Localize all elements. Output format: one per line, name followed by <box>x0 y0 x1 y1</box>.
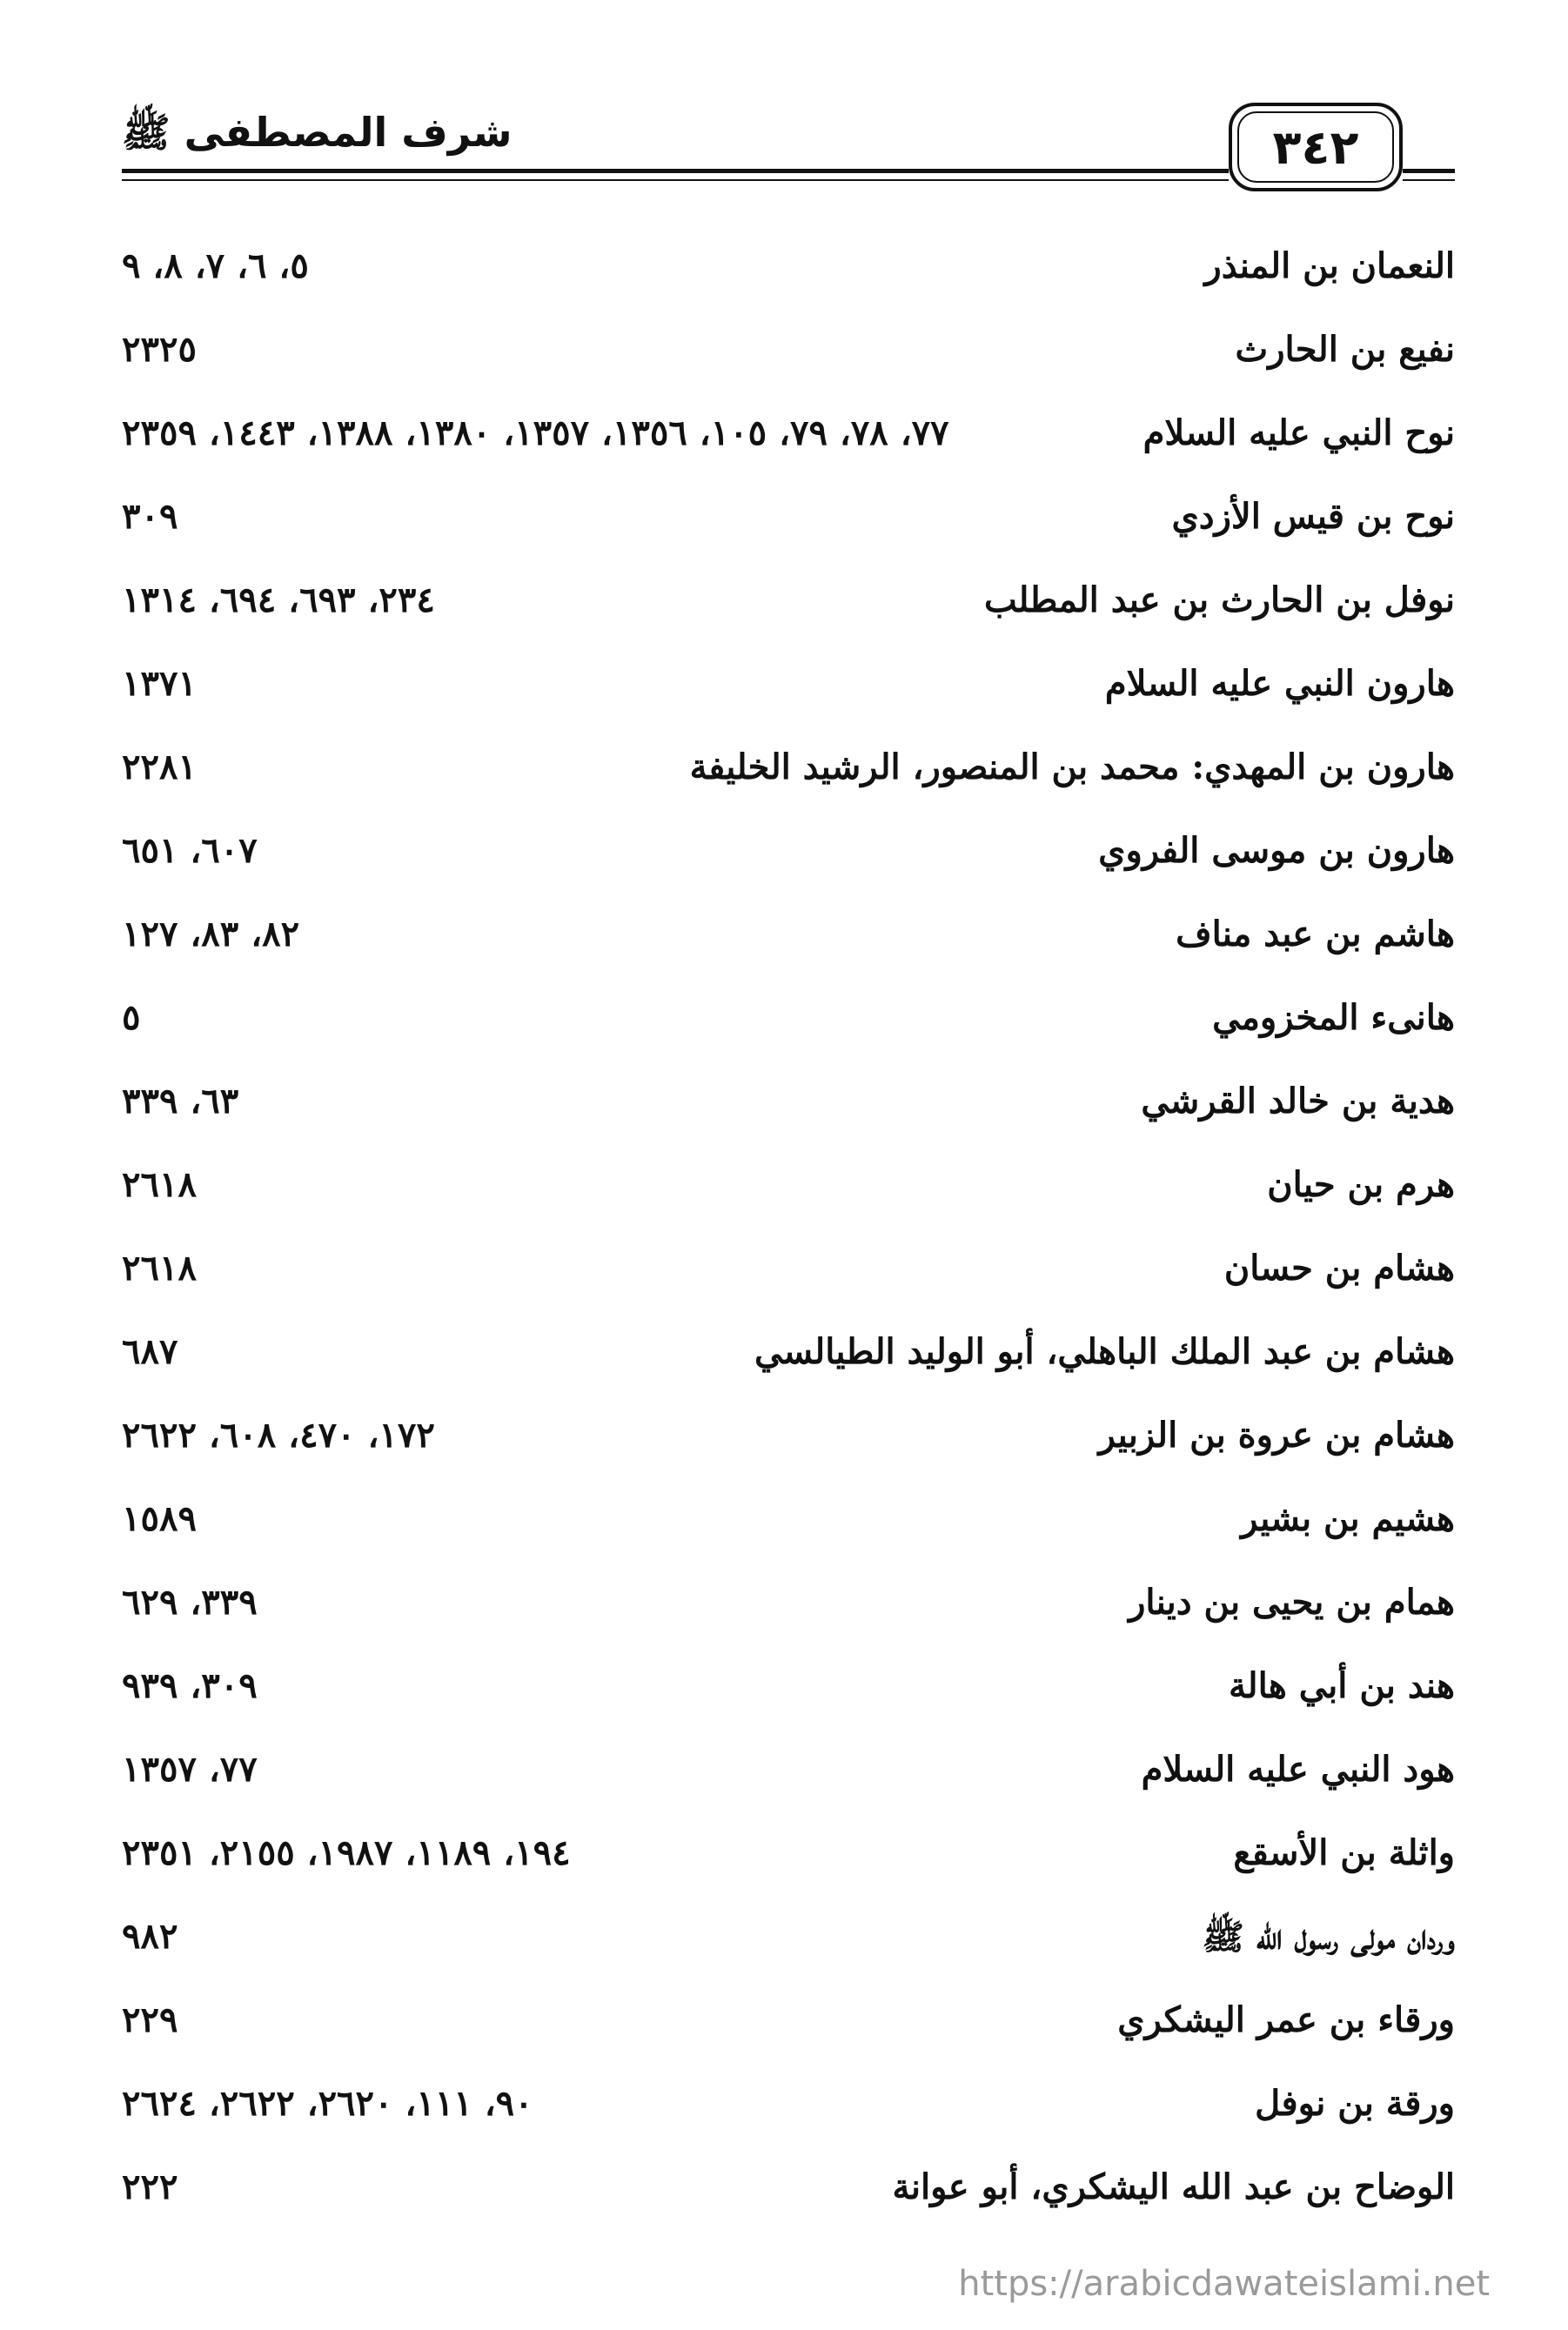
header-rule-right-thin <box>1403 179 1455 181</box>
index-entry <box>122 1070 1455 1154</box>
index-entry <box>122 569 1455 653</box>
index-entry <box>122 2072 1455 2156</box>
index-entry <box>122 736 1455 820</box>
page-number: ٣٤٢ <box>1237 111 1394 183</box>
entry-name: هند بن أبي هالة <box>1228 1665 1455 1706</box>
entry-pages: ٣٣٩، ٦٢٩ <box>122 1582 258 1623</box>
index-entry <box>122 1571 1455 1655</box>
entry-pages: ٣٠٩ <box>122 496 178 537</box>
index-entry <box>122 1321 1455 1404</box>
entry-pages: ٩٨٢ <box>122 1916 178 1957</box>
entry-name: واثلة بن الأسقع <box>1233 1832 1455 1873</box>
entry-name: نوح بن قيس الأزدي <box>1171 496 1455 537</box>
index-entry <box>122 903 1455 987</box>
entry-pages: ٢٣٢٥ <box>122 329 197 370</box>
index-entry <box>122 235 1455 318</box>
index-entry <box>122 653 1455 736</box>
index-entry <box>122 1237 1455 1321</box>
index-entry <box>122 1404 1455 1488</box>
entry-name: هانىء المخزومي <box>1212 997 1455 1038</box>
index-entry <box>122 987 1455 1070</box>
entry-name: هود النبي عليه السلام <box>1141 1749 1455 1790</box>
entry-name: هارون النبي عليه السلام <box>1104 663 1455 704</box>
entry-name: هارون بن المهدي: محمد بن المنصور، الرشيد الخليفة <box>689 747 1455 787</box>
entry-pages: ٨٢، ٨٣، ١٢٧ <box>122 914 300 954</box>
entry-name: نفيع بن الحارث <box>1235 329 1455 370</box>
index-entry <box>122 1822 1455 1905</box>
header-rule-thin <box>122 179 1229 181</box>
entry-pages: ١٧٢، ٤٧٠، ٦٠٨، ٢٦٢٢ <box>122 1415 435 1456</box>
index-entry <box>122 2156 1455 2240</box>
entry-pages: ١٥٨٩ <box>122 1498 197 1539</box>
index-entry <box>122 1488 1455 1571</box>
header-rule-right <box>1403 169 1455 173</box>
index-list <box>122 235 1455 2240</box>
entry-pages: ٢٢٢ <box>122 2166 178 2207</box>
entry-name: نوفل بن الحارث بن عبد المطلب <box>984 579 1455 620</box>
page-header <box>122 103 1455 207</box>
index-entry <box>122 1738 1455 1822</box>
entry-pages: ٢٦١٨ <box>122 1248 197 1289</box>
index-entry <box>122 1154 1455 1237</box>
entry-name: هشام بن حسان <box>1223 1248 1455 1289</box>
entry-pages: ٧٧، ١٣٥٧ <box>122 1749 258 1790</box>
entry-name: ورقاء بن عمر اليشكري <box>1117 1999 1455 2040</box>
entry-name: همام بن يحيى بن دينار <box>1129 1582 1455 1623</box>
index-entry <box>122 1989 1455 2072</box>
entry-pages: ٢٢٨١ <box>122 747 197 787</box>
entry-pages: ١٩٤، ١١٨٩، ١٩٨٧، ٢١٥٥، ٢٣٥١ <box>122 1832 571 1873</box>
entry-pages: ٦٠٧، ٦٥١ <box>122 830 258 871</box>
entry-pages: ٥، ٦، ٧، ٨، ٩ <box>122 245 309 286</box>
entry-pages: ٧٧، ٧٨، ٧٩، ١٠٥، ١٣٥٦، ١٣٥٧، ١٣٨٠، ١٣٨٨، ١٤٤٣، ٢٣٥٩ <box>122 412 949 453</box>
entry-name: هدية بن خالد القرشي <box>1141 1081 1455 1121</box>
entry-pages: ٢٢٩ <box>122 1999 178 2040</box>
index-entry <box>122 402 1455 485</box>
entry-pages: ٦٨٧ <box>122 1331 178 1372</box>
entry-pages: ٢٦١٨ <box>122 1164 197 1205</box>
entry-pages: ٢٣٤، ٦٩٣، ٦٩٤، ١٣١٤ <box>122 579 435 620</box>
entry-name: الوضاح بن عبد الله اليشكري، أبو عوانة <box>892 2166 1455 2207</box>
entry-name: النعمان بن المنذر <box>1204 245 1455 286</box>
entry-name: هشام بن عبد الملك الباهلي، أبو الوليد الطيالسي <box>754 1331 1455 1372</box>
index-entry <box>122 1655 1455 1738</box>
entry-pages: ١٣٧١ <box>122 663 197 704</box>
entry-name: هرم بن حيان <box>1267 1164 1455 1205</box>
entry-name: هشيم بن بشير <box>1241 1498 1455 1539</box>
index-entry <box>122 1905 1455 1989</box>
entry-name: ورقة بن نوفل <box>1255 2083 1455 2124</box>
index-entry <box>122 318 1455 402</box>
entry-name: هارون بن موسى الفروي <box>1098 830 1455 871</box>
entry-pages: ٦٣، ٣٣٩ <box>122 1081 239 1121</box>
entry-pages: ٥ <box>122 997 141 1038</box>
page-number-frame <box>1229 103 1403 191</box>
entry-pages: ٩٠، ١١١، ٢٦٢٠، ٢٦٢٢، ٢٦٢٤ <box>122 2083 533 2124</box>
source-watermark: https://arabicdawateislami.net <box>958 2264 1490 2304</box>
running-title: شرف المصطفى ﷺ <box>122 109 513 156</box>
header-rule <box>122 169 1229 173</box>
entry-pages: ٣٠٩، ٩٣٩ <box>122 1665 258 1706</box>
entry-name: نوح النبي عليه السلام <box>1142 412 1455 453</box>
index-entry <box>122 820 1455 903</box>
index-entry <box>122 485 1455 569</box>
entry-name: هاشم بن عبد مناف <box>1176 914 1455 954</box>
entry-name: هشام بن عروة بن الزبير <box>1098 1415 1455 1456</box>
entry-name: وردان مولى رسول الله ﷺ <box>1202 1917 1455 1958</box>
